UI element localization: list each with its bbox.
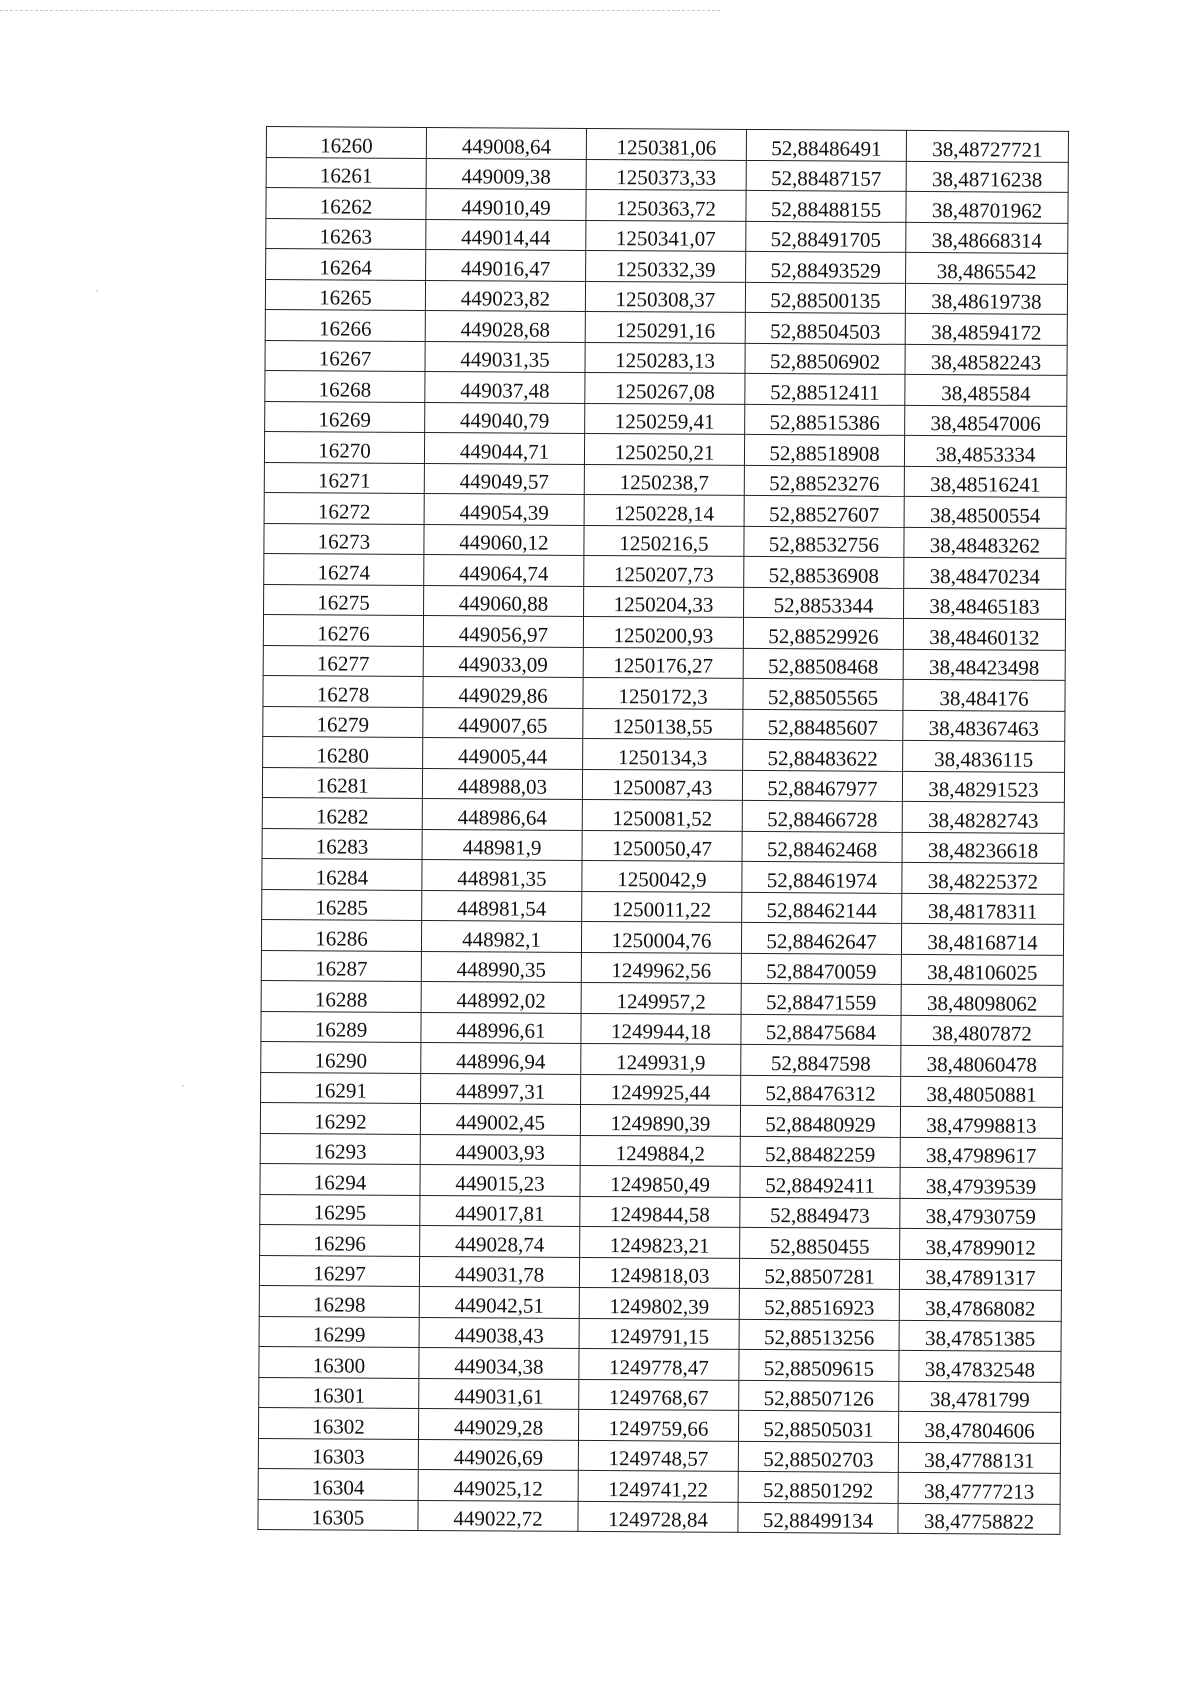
longitude-cell: 38,47998813: [900, 1106, 1062, 1137]
table-row: [258, 1499, 1060, 1534]
y-coordinate-cell: 1249884,2: [580, 1135, 740, 1166]
x-coordinate-cell: 448996,94: [421, 1042, 581, 1073]
longitude-cell: 38,48367463: [903, 710, 1065, 741]
point-number-cell: 16279: [263, 706, 423, 737]
table-row: [260, 1133, 1062, 1168]
y-coordinate-cell: 1250332,39: [586, 250, 746, 281]
latitude-cell: 52,88513256: [739, 1319, 899, 1350]
table-row: [263, 645, 1065, 680]
table-row: [263, 614, 1065, 649]
y-coordinate-cell: 1250291,16: [585, 311, 745, 342]
y-coordinate-cell: 1250250,21: [584, 433, 744, 464]
longitude-cell: 38,485584: [905, 374, 1067, 405]
point-number-cell: 16260: [266, 127, 426, 158]
table-row: [258, 1468, 1060, 1503]
latitude-cell: 52,88507281: [739, 1258, 899, 1289]
x-coordinate-cell: 448986,64: [422, 798, 582, 829]
table-row: [263, 706, 1065, 741]
latitude-cell: 52,88532756: [744, 526, 904, 557]
y-coordinate-cell: 1250134,3: [583, 738, 743, 769]
table-row: [262, 767, 1064, 802]
x-coordinate-cell: 449060,88: [424, 585, 584, 616]
longitude-cell: 38,4853334: [904, 435, 1066, 466]
latitude-cell: 52,88488155: [746, 190, 906, 221]
x-coordinate-cell: 449034,38: [419, 1347, 579, 1378]
table-row: [259, 1377, 1061, 1412]
latitude-cell: 52,88518908: [744, 434, 904, 465]
latitude-cell: 52,88499134: [738, 1502, 898, 1533]
y-coordinate-cell: 1249759,66: [578, 1409, 738, 1440]
latitude-cell: 52,88467977: [742, 770, 902, 801]
point-number-cell: 16266: [265, 309, 425, 340]
y-coordinate-cell: 1250081,52: [582, 799, 742, 830]
longitude-cell: 38,47788131: [898, 1442, 1060, 1473]
table-row: [260, 1224, 1062, 1259]
scan-speck: [182, 1085, 184, 1087]
y-coordinate-cell: 1250363,72: [586, 189, 746, 220]
point-number-cell: 16271: [264, 462, 424, 493]
longitude-cell: 38,47899012: [900, 1228, 1062, 1259]
longitude-cell: 38,48236618: [902, 832, 1064, 863]
x-coordinate-cell: 449038,43: [419, 1317, 579, 1348]
point-number-cell: 16283: [262, 828, 422, 859]
y-coordinate-cell: 1250042,9: [582, 860, 742, 891]
y-coordinate-cell: 1250238,7: [584, 464, 744, 495]
y-coordinate-cell: 1250259,41: [585, 403, 745, 434]
longitude-cell: 38,48465183: [904, 588, 1066, 619]
point-number-cell: 16263: [266, 218, 426, 249]
y-coordinate-cell: 1249844,58: [580, 1196, 740, 1227]
point-number-cell: 16304: [258, 1468, 418, 1499]
point-number-cell: 16298: [259, 1285, 419, 1316]
latitude-cell: 52,88506902: [745, 343, 905, 374]
y-coordinate-cell: 1250176,27: [583, 647, 743, 678]
table-row: [258, 1438, 1060, 1473]
point-number-cell: 16290: [261, 1041, 421, 1072]
point-number-cell: 16300: [259, 1346, 419, 1377]
latitude-cell: 52,88502703: [738, 1441, 898, 1472]
table-row: [261, 1041, 1063, 1076]
latitude-cell: 52,88482259: [740, 1136, 900, 1167]
point-number-cell: 16278: [263, 675, 423, 706]
y-coordinate-cell: 1250200,93: [583, 616, 743, 647]
longitude-cell: 38,48282743: [902, 801, 1064, 832]
longitude-cell: 38,47832548: [899, 1350, 1061, 1381]
longitude-cell: 38,48098062: [901, 984, 1063, 1015]
longitude-cell: 38,48483262: [904, 527, 1066, 558]
latitude-cell: 52,88516923: [739, 1288, 899, 1319]
y-coordinate-cell: 1250207,73: [584, 555, 744, 586]
y-coordinate-cell: 1249768,67: [579, 1379, 739, 1410]
y-coordinate-cell: 1250011,22: [582, 891, 742, 922]
x-coordinate-cell: 449064,74: [424, 554, 584, 585]
x-coordinate-cell: 449008,64: [426, 127, 586, 158]
point-number-cell: 16273: [264, 523, 424, 554]
x-coordinate-cell: 449017,81: [420, 1195, 580, 1226]
longitude-cell: 38,48582243: [905, 344, 1067, 375]
longitude-cell: 38,4807872: [901, 1015, 1063, 1046]
y-coordinate-cell: 1249748,57: [578, 1440, 738, 1471]
point-number-cell: 16291: [261, 1072, 421, 1103]
point-number-cell: 16288: [261, 980, 421, 1011]
x-coordinate-cell: 449016,47: [426, 249, 586, 280]
y-coordinate-cell: 1250373,33: [586, 159, 746, 190]
longitude-cell: 38,484176: [903, 679, 1065, 710]
latitude-cell: 52,88492411: [740, 1166, 900, 1197]
y-coordinate-cell: 1250050,47: [582, 830, 742, 861]
point-number-cell: 16292: [260, 1102, 420, 1133]
x-coordinate-cell: 449031,61: [419, 1378, 579, 1409]
x-coordinate-cell: 449060,12: [424, 524, 584, 555]
latitude-cell: 52,88462468: [742, 831, 902, 862]
point-number-cell: 16293: [260, 1133, 420, 1164]
y-coordinate-cell: 1250381,06: [586, 128, 746, 159]
x-coordinate-cell: 448981,35: [422, 859, 582, 890]
latitude-cell: 52,88466728: [742, 800, 902, 831]
table-row: [264, 553, 1066, 588]
longitude-cell: 38,48594172: [905, 313, 1067, 344]
point-number-cell: 16274: [264, 553, 424, 584]
x-coordinate-cell: 448997,31: [421, 1073, 581, 1104]
x-coordinate-cell: 448981,54: [422, 890, 582, 921]
table-row: [259, 1316, 1061, 1351]
x-coordinate-cell: 448981,9: [422, 829, 582, 860]
table-row: [261, 1011, 1063, 1046]
latitude-cell: 52,88505565: [743, 678, 903, 709]
y-coordinate-cell: 1249931,9: [581, 1043, 741, 1074]
latitude-cell: 52,88536908: [744, 556, 904, 587]
y-coordinate-cell: 1250216,5: [584, 525, 744, 556]
y-coordinate-cell: 1249925,44: [581, 1074, 741, 1105]
latitude-cell: 52,8849473: [740, 1197, 900, 1228]
latitude-cell: 52,88529926: [743, 617, 903, 648]
point-number-cell: 16261: [266, 157, 426, 188]
y-coordinate-cell: 1250308,37: [585, 281, 745, 312]
x-coordinate-cell: 449003,93: [420, 1134, 580, 1165]
table-row: [266, 157, 1068, 192]
table-row: [261, 1072, 1063, 1107]
y-coordinate-cell: 1250267,08: [585, 372, 745, 403]
y-coordinate-cell: 1250087,43: [582, 769, 742, 800]
latitude-cell: 52,88483622: [743, 739, 903, 770]
x-coordinate-cell: 449031,78: [419, 1256, 579, 1287]
x-coordinate-cell: 449014,44: [426, 219, 586, 250]
longitude-cell: 38,47804606: [898, 1411, 1060, 1442]
table-row: [258, 1407, 1060, 1442]
table-row: [266, 249, 1068, 284]
latitude-cell: 52,88487157: [746, 160, 906, 191]
longitude-cell: 38,48668314: [906, 222, 1068, 253]
longitude-cell: 38,47851385: [899, 1320, 1061, 1351]
table-row: [261, 950, 1063, 985]
y-coordinate-cell: 1250172,3: [583, 677, 743, 708]
x-coordinate-cell: 449033,09: [423, 646, 583, 677]
x-coordinate-cell: 449007,65: [423, 707, 583, 738]
x-coordinate-cell: 449002,45: [420, 1103, 580, 1134]
longitude-cell: 38,47930759: [900, 1198, 1062, 1229]
table-row: [265, 279, 1067, 314]
table-row: [264, 523, 1066, 558]
point-number-cell: 16289: [261, 1011, 421, 1042]
point-number-cell: 16284: [262, 858, 422, 889]
table-row: [265, 309, 1067, 344]
latitude-cell: 52,88509615: [739, 1349, 899, 1380]
point-number-cell: 16276: [263, 614, 423, 645]
longitude-cell: 38,48716238: [906, 161, 1068, 192]
y-coordinate-cell: 1249818,03: [579, 1257, 739, 1288]
latitude-cell: 52,88475684: [741, 1014, 901, 1045]
y-coordinate-cell: 1250138,55: [583, 708, 743, 739]
latitude-cell: 52,88505031: [738, 1410, 898, 1441]
x-coordinate-cell: 448982,1: [421, 920, 581, 951]
point-number-cell: 16285: [262, 889, 422, 920]
table-row: [264, 492, 1066, 527]
point-number-cell: 16296: [260, 1224, 420, 1255]
x-coordinate-cell: 448996,61: [421, 1012, 581, 1043]
point-number-cell: 16270: [264, 431, 424, 462]
latitude-cell: 52,88486491: [746, 129, 906, 160]
latitude-cell: 52,88462647: [741, 922, 901, 953]
y-coordinate-cell: 1249944,18: [581, 1013, 741, 1044]
longitude-cell: 38,47868082: [899, 1289, 1061, 1320]
latitude-cell: 52,88480929: [740, 1105, 900, 1136]
x-coordinate-cell: 449028,68: [425, 310, 585, 341]
latitude-cell: 52,88462144: [742, 892, 902, 923]
x-coordinate-cell: 448988,03: [422, 768, 582, 799]
x-coordinate-cell: 449005,44: [423, 737, 583, 768]
point-number-cell: 16299: [259, 1316, 419, 1347]
longitude-cell: 38,48500554: [904, 496, 1066, 527]
y-coordinate-cell: 1249823,21: [580, 1226, 740, 1257]
point-number-cell: 16294: [260, 1163, 420, 1194]
point-number-cell: 16303: [258, 1438, 418, 1469]
longitude-cell: 38,48060478: [901, 1045, 1063, 1076]
latitude-cell: 52,8850455: [740, 1227, 900, 1258]
y-coordinate-cell: 1249957,2: [581, 982, 741, 1013]
x-coordinate-cell: 449040,79: [425, 402, 585, 433]
latitude-cell: 52,88523276: [744, 465, 904, 496]
latitude-cell: 52,88507126: [739, 1380, 899, 1411]
latitude-cell: 52,88471559: [741, 983, 901, 1014]
point-number-cell: 16265: [265, 279, 425, 310]
point-number-cell: 16282: [262, 797, 422, 828]
x-coordinate-cell: 449054,39: [424, 493, 584, 524]
table-row: [263, 675, 1065, 710]
y-coordinate-cell: 1250204,33: [584, 586, 744, 617]
longitude-cell: 38,48291523: [902, 771, 1064, 802]
longitude-cell: 38,48178311: [902, 893, 1064, 924]
x-coordinate-cell: 449022,72: [418, 1500, 578, 1531]
table-row: [260, 1163, 1062, 1198]
latitude-cell: 52,88515386: [745, 404, 905, 435]
longitude-cell: 38,48727721: [906, 130, 1068, 161]
table-row: [264, 462, 1066, 497]
x-coordinate-cell: 449056,97: [423, 615, 583, 646]
table-row: [266, 188, 1068, 223]
y-coordinate-cell: 1249728,84: [578, 1501, 738, 1532]
longitude-cell: 38,47891317: [899, 1259, 1061, 1290]
y-coordinate-cell: 1249778,47: [579, 1348, 739, 1379]
scan-speck: [96, 290, 98, 292]
table-row: [260, 1194, 1062, 1229]
longitude-cell: 38,48547006: [905, 405, 1067, 436]
table-row: [266, 127, 1068, 162]
table-row: [259, 1346, 1061, 1381]
table-row: [262, 889, 1064, 924]
y-coordinate-cell: 1250341,07: [586, 220, 746, 251]
x-coordinate-cell: 449037,48: [425, 371, 585, 402]
x-coordinate-cell: 449010,49: [426, 188, 586, 219]
x-coordinate-cell: 449028,74: [420, 1225, 580, 1256]
x-coordinate-cell: 449023,82: [425, 280, 585, 311]
point-number-cell: 16302: [258, 1407, 418, 1438]
latitude-cell: 52,8847598: [741, 1044, 901, 1075]
x-coordinate-cell: 449044,71: [424, 432, 584, 463]
point-number-cell: 16297: [259, 1255, 419, 1286]
latitude-cell: 52,88501292: [738, 1471, 898, 1502]
latitude-cell: 52,88491705: [746, 221, 906, 252]
longitude-cell: 38,48423498: [903, 649, 1065, 680]
point-number-cell: 16287: [261, 950, 421, 981]
x-coordinate-cell: 449025,12: [418, 1469, 578, 1500]
longitude-cell: 38,4781799: [899, 1381, 1061, 1412]
table-row: [265, 370, 1067, 405]
scan-top-edge: [0, 10, 720, 11]
point-number-cell: 16305: [258, 1499, 418, 1530]
latitude-cell: 52,88500135: [745, 282, 905, 313]
y-coordinate-cell: 1249802,39: [579, 1287, 739, 1318]
latitude-cell: 52,88493529: [746, 251, 906, 282]
longitude-cell: 38,47989617: [900, 1137, 1062, 1168]
x-coordinate-cell: 449026,69: [418, 1439, 578, 1470]
table-row: [260, 1102, 1062, 1137]
x-coordinate-cell: 448992,02: [421, 981, 581, 1012]
y-coordinate-cell: 1250004,76: [581, 921, 741, 952]
longitude-cell: 38,48050881: [901, 1076, 1063, 1107]
y-coordinate-cell: 1249791,15: [579, 1318, 739, 1349]
table-row: [262, 797, 1064, 832]
x-coordinate-cell: 449029,28: [418, 1408, 578, 1439]
point-number-cell: 16272: [264, 492, 424, 523]
point-number-cell: 16295: [260, 1194, 420, 1225]
latitude-cell: 52,88508468: [743, 648, 903, 679]
longitude-cell: 38,48701962: [906, 191, 1068, 222]
longitude-cell: 38,48516241: [904, 466, 1066, 497]
table-row: [262, 828, 1064, 863]
point-number-cell: 16269: [265, 401, 425, 432]
latitude-cell: 52,88476312: [741, 1075, 901, 1106]
table-row: [261, 980, 1063, 1015]
longitude-cell: 38,48225372: [902, 862, 1064, 893]
table-row: [259, 1285, 1061, 1320]
longitude-cell: 38,47758822: [898, 1503, 1060, 1534]
coordinates-table: [257, 126, 1069, 1535]
x-coordinate-cell: 448990,35: [421, 951, 581, 982]
point-number-cell: 16267: [265, 340, 425, 371]
latitude-cell: 52,88485607: [743, 709, 903, 740]
table-row: [259, 1255, 1061, 1290]
longitude-cell: 38,48460132: [903, 618, 1065, 649]
x-coordinate-cell: 449042,51: [419, 1286, 579, 1317]
y-coordinate-cell: 1249890,39: [580, 1104, 740, 1135]
table-row: [265, 401, 1067, 436]
latitude-cell: 52,88527607: [744, 495, 904, 526]
point-number-cell: 16277: [263, 645, 423, 676]
y-coordinate-cell: 1250283,13: [585, 342, 745, 373]
latitude-cell: 52,88512411: [745, 373, 905, 404]
coordinates-table-body: [258, 127, 1069, 1535]
longitude-cell: 38,48168714: [901, 923, 1063, 954]
table-row: [264, 431, 1066, 466]
latitude-cell: 52,88461974: [742, 861, 902, 892]
table-row: [261, 919, 1063, 954]
x-coordinate-cell: 449009,38: [426, 158, 586, 189]
point-number-cell: 16264: [266, 249, 426, 280]
table-row: [266, 218, 1068, 253]
latitude-cell: 52,88470059: [741, 953, 901, 984]
point-number-cell: 16262: [266, 188, 426, 219]
y-coordinate-cell: 1249850,49: [580, 1165, 740, 1196]
table-row: [263, 736, 1065, 771]
y-coordinate-cell: 1250228,14: [584, 494, 744, 525]
longitude-cell: 38,48106025: [901, 954, 1063, 985]
table-row: [265, 340, 1067, 375]
point-number-cell: 16286: [261, 919, 421, 950]
longitude-cell: 38,48470234: [904, 557, 1066, 588]
table-row: [262, 858, 1064, 893]
longitude-cell: 38,4865542: [906, 252, 1068, 283]
point-number-cell: 16275: [264, 584, 424, 615]
y-coordinate-cell: 1249741,22: [578, 1470, 738, 1501]
latitude-cell: 52,88504503: [745, 312, 905, 343]
point-number-cell: 16281: [262, 767, 422, 798]
y-coordinate-cell: 1249962,56: [581, 952, 741, 983]
longitude-cell: 38,47777213: [898, 1472, 1060, 1503]
point-number-cell: 16301: [259, 1377, 419, 1408]
longitude-cell: 38,48619738: [905, 283, 1067, 314]
x-coordinate-cell: 449031,35: [425, 341, 585, 372]
longitude-cell: 38,47939539: [900, 1167, 1062, 1198]
x-coordinate-cell: 449015,23: [420, 1164, 580, 1195]
latitude-cell: 52,8853344: [744, 587, 904, 618]
point-number-cell: 16280: [263, 736, 423, 767]
table-row: [264, 584, 1066, 619]
x-coordinate-cell: 449049,57: [424, 463, 584, 494]
x-coordinate-cell: 449029,86: [423, 676, 583, 707]
longitude-cell: 38,4836115: [903, 740, 1065, 771]
point-number-cell: 16268: [265, 370, 425, 401]
